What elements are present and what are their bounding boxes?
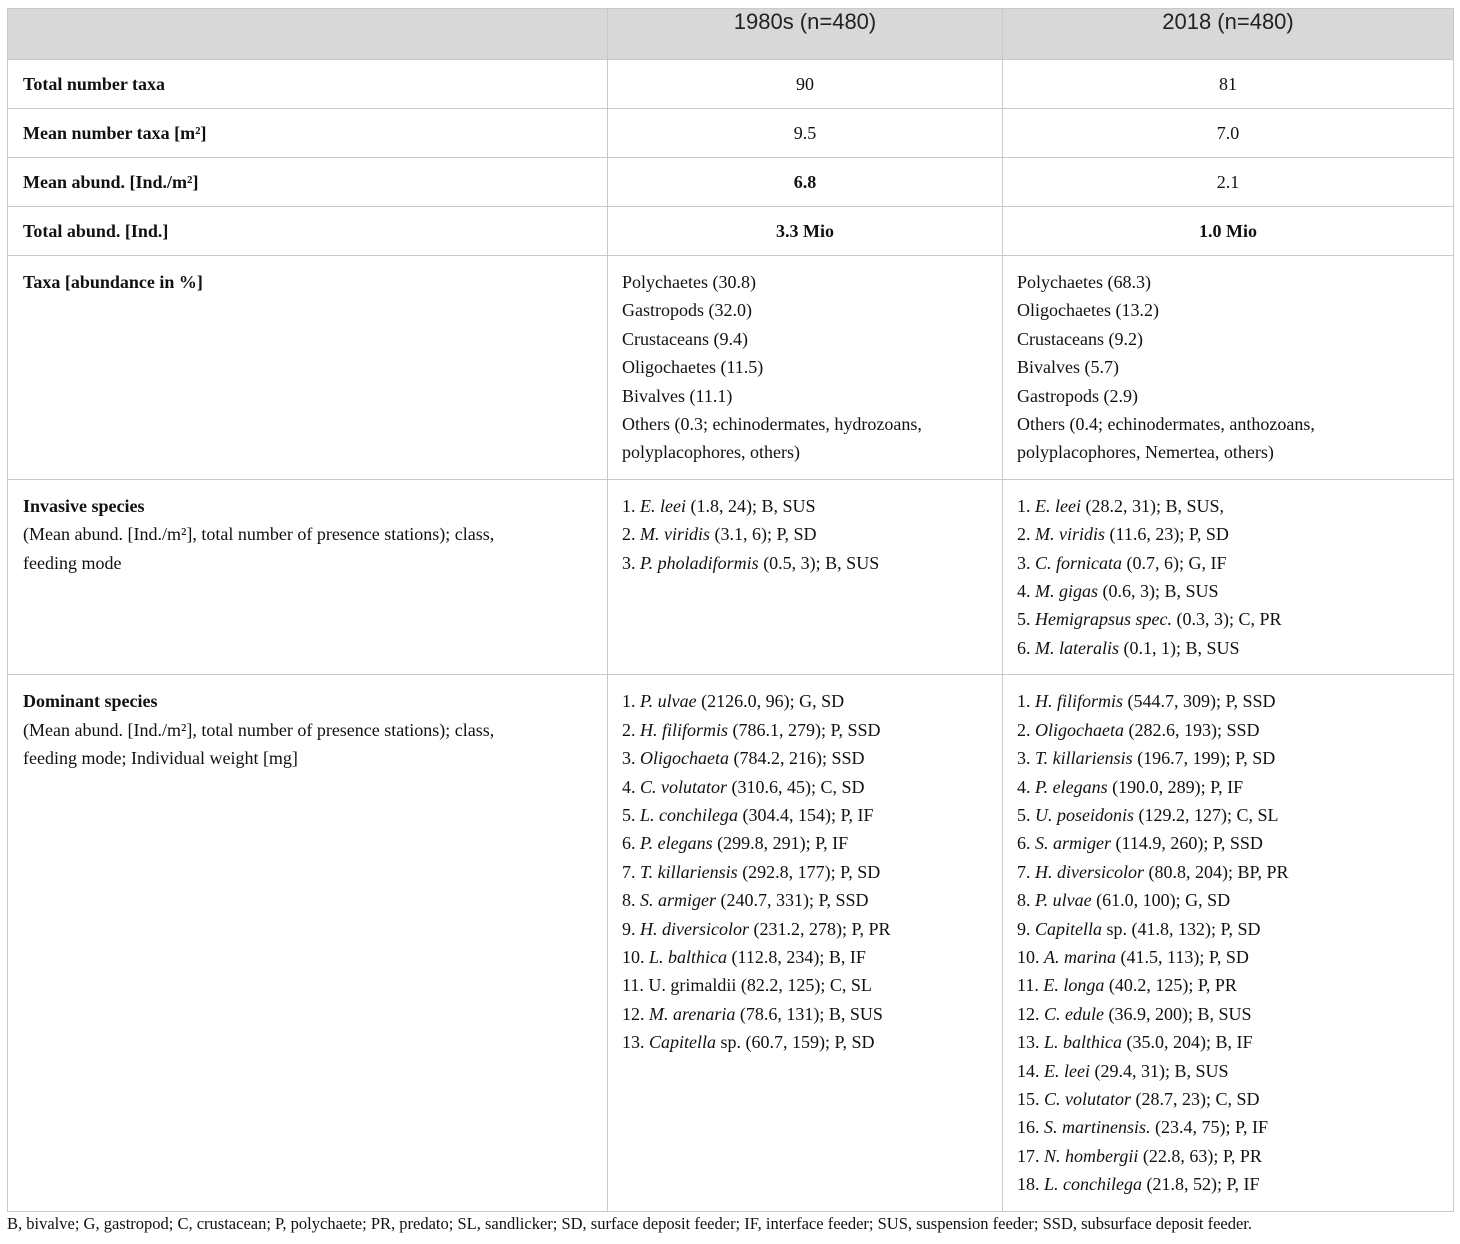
- species-item: [1017, 1057, 1439, 1085]
- species-number: 1.: [622, 691, 640, 712]
- species-details: (310.6, 45); C, SD: [727, 776, 865, 797]
- species-name: Hemigrapsus spec.: [1035, 609, 1172, 630]
- row-mean-taxa: [8, 109, 1454, 158]
- list-item: polyplacophores, others): [622, 442, 800, 463]
- list-item: Oligochaetes (11.5): [622, 357, 764, 378]
- species-number: 9.: [1017, 918, 1035, 939]
- species-name: L. balthica: [649, 946, 728, 967]
- species-details: (23.4, 75); P, IF: [1150, 1117, 1269, 1138]
- species-item: [1017, 492, 1439, 520]
- list-item: polyplacophores, Nemertea, others): [1017, 442, 1274, 463]
- species-item: [622, 915, 988, 943]
- species-item: [1017, 1085, 1439, 1113]
- species-details: (299.8, 291); P, IF: [712, 833, 849, 854]
- species-number: 9.: [622, 918, 640, 939]
- species-name: E. longa: [1043, 975, 1105, 996]
- list-item: Others (0.3; echinodermates, hydrozoans,: [622, 414, 922, 435]
- list-item: (Mean abund. [Ind./m²], total number of presence stations); class,: [23, 719, 495, 740]
- species-number: 12.: [1017, 1003, 1044, 1024]
- species-item: [1017, 634, 1439, 662]
- species-number: 4.: [1017, 776, 1035, 797]
- list-item: (Mean abund. [Ind./m²], total number of presence stations); class,: [23, 524, 495, 545]
- species-item: [622, 971, 988, 999]
- species-details: (22.8, 63); P, PR: [1138, 1145, 1262, 1166]
- species-details: (78.6, 131); B, SUS: [735, 1003, 883, 1024]
- species-details: (1.8, 24); B, SUS: [685, 495, 816, 516]
- species-details: (190.0, 289); P, IF: [1107, 776, 1244, 797]
- species-number: 2.: [1017, 524, 1035, 545]
- species-number: 12.: [622, 1003, 649, 1024]
- species-name: H. diversicolor: [1035, 861, 1144, 882]
- species-number: 2.: [1017, 719, 1035, 740]
- species-name: N. hombergii: [1044, 1145, 1139, 1166]
- value-1980s: 9.5: [608, 109, 1003, 158]
- species-item: [622, 1028, 988, 1056]
- species-item: [1017, 773, 1439, 801]
- value-1980s: 3.3 Mio: [608, 207, 1003, 256]
- species-name: L. conchilega: [640, 804, 738, 825]
- label-invasive: [8, 479, 608, 674]
- species-item: [622, 1000, 988, 1028]
- species-item: [622, 492, 988, 520]
- species-number: 5.: [622, 804, 640, 825]
- species-details: (292.8, 177); P, SD: [737, 861, 881, 882]
- species-item: [1017, 801, 1439, 829]
- species-item: [1017, 716, 1439, 744]
- species-item: [1017, 1028, 1439, 1056]
- species-item: [1017, 886, 1439, 914]
- species-name: C. volutator: [640, 776, 728, 797]
- species-item: [622, 744, 988, 772]
- species-name: P. ulvae: [640, 691, 697, 712]
- species-details: (29.4, 31); B, SUS: [1089, 1060, 1229, 1081]
- species-name: M. viridis: [1035, 524, 1105, 545]
- species-number: 6.: [622, 833, 640, 854]
- species-details: (282.6, 193); SSD: [1123, 719, 1260, 740]
- species-item: [622, 549, 988, 577]
- species-details: (11.6, 23); P, SD: [1105, 524, 1229, 545]
- species-details: (0.6, 3); B, SUS: [1098, 581, 1219, 602]
- species-item: [1017, 744, 1439, 772]
- species-number: 18.: [1017, 1174, 1044, 1195]
- species-details: (2126.0, 96); G, SD: [696, 691, 845, 712]
- taxa-1980s: [608, 256, 1003, 480]
- species-number: 4.: [622, 776, 640, 797]
- species-item: [622, 687, 988, 715]
- species-details: (41.5, 113); P, SD: [1116, 946, 1249, 967]
- species-number: 13.: [622, 1032, 649, 1053]
- species-number: 4.: [1017, 581, 1035, 602]
- species-item: [1017, 915, 1439, 943]
- row-invasive: [8, 479, 1454, 674]
- list-item: Polychaetes (30.8): [622, 272, 756, 292]
- species-number: 2.: [622, 719, 640, 740]
- species-name: E. leei: [1044, 1060, 1090, 1081]
- species-number: 5.: [1017, 609, 1035, 630]
- species-item: [1017, 687, 1439, 715]
- species-number: 1.: [622, 495, 640, 516]
- label-mean-taxa: Mean number taxa [m²]: [8, 109, 608, 158]
- species-item: [622, 886, 988, 914]
- species-details: (114.9, 260); P, SSD: [1111, 833, 1263, 854]
- species-name: A. marina: [1044, 946, 1116, 967]
- species-item: [1017, 605, 1439, 633]
- species-name: P. elegans: [1035, 776, 1108, 797]
- species-name: M. arenaria: [649, 1003, 736, 1024]
- species-name: H. diversicolor: [640, 918, 749, 939]
- species-details: (80.8, 204); BP, PR: [1143, 861, 1289, 882]
- list-item: Crustaceans (9.2): [1017, 328, 1143, 349]
- species-details: (0.3, 3); C, PR: [1172, 609, 1282, 630]
- species-number: 8.: [1017, 890, 1035, 911]
- row-taxa: [8, 256, 1454, 480]
- list-item: Gastropods (32.0): [622, 300, 752, 321]
- list-item: Gastropods (2.9): [1017, 385, 1138, 406]
- label-dominant: [8, 675, 608, 1211]
- species-item: [622, 716, 988, 744]
- species-number: 3.: [1017, 748, 1035, 769]
- species-item: [1017, 520, 1439, 548]
- species-number: 7.: [622, 861, 640, 882]
- species-details: (40.2, 125); P, PR: [1104, 975, 1237, 996]
- species-name: P. elegans: [640, 833, 713, 854]
- invasive-heading: Invasive species: [23, 495, 145, 516]
- species-number: 1.: [1017, 691, 1035, 712]
- species-number: 10.: [1017, 946, 1044, 967]
- list-item: Others (0.4; echinodermates, anthozoans,: [1017, 414, 1315, 435]
- species-name: E. leei: [1035, 495, 1081, 516]
- species-number: 3.: [622, 748, 640, 769]
- species-name: H. filiformis: [1035, 691, 1124, 712]
- value-2018: 1.0 Mio: [1003, 207, 1454, 256]
- invasive-2018: [1003, 479, 1454, 674]
- species-details: (36.9, 200); B, SUS: [1104, 1003, 1252, 1024]
- invasive-subheading: [23, 520, 592, 577]
- species-number: 14.: [1017, 1060, 1044, 1081]
- species-item: [622, 773, 988, 801]
- list-item: Polychaetes (68.3): [1017, 272, 1151, 292]
- species-number: 16.: [1017, 1117, 1044, 1138]
- species-details: (112.8, 234); B, IF: [727, 946, 866, 967]
- value-2018: 2.1: [1003, 158, 1454, 207]
- species-details: (231.2, 278); P, PR: [748, 918, 891, 939]
- row-dominant: [8, 675, 1454, 1211]
- species-number: 6.: [1017, 833, 1035, 854]
- taxa-heading: Taxa [abundance in %]: [23, 272, 203, 292]
- row-mean-abund: [8, 158, 1454, 207]
- species-details: (61.0, 100); G, SD: [1091, 890, 1231, 911]
- species-item: [1017, 1113, 1439, 1141]
- header-blank: [8, 9, 608, 60]
- species-name: Oligochaeta: [1035, 719, 1124, 740]
- header-1980s: 1980s (n=480): [608, 9, 1003, 60]
- species-details: sp. (41.8, 132); P, SD: [1102, 918, 1261, 939]
- dominant-2018: [1003, 675, 1454, 1211]
- species-item: [1017, 858, 1439, 886]
- species-details: (0.1, 1); B, SUS: [1119, 637, 1240, 658]
- species-name: Capitella: [649, 1032, 716, 1053]
- header-row: [8, 9, 1454, 60]
- species-name: S. armiger: [640, 890, 716, 911]
- taxa-2018: [1003, 256, 1454, 480]
- species-name: C. fornicata: [1035, 552, 1123, 573]
- species-item: [1017, 549, 1439, 577]
- species-name: S. martinensis.: [1044, 1117, 1151, 1138]
- species-name: T. killariensis: [1035, 748, 1133, 769]
- species-item: [1017, 1000, 1439, 1028]
- dominant-subheading: [23, 716, 592, 773]
- list-item: Crustaceans (9.4): [622, 328, 748, 349]
- species-name: L. balthica: [1044, 1032, 1123, 1053]
- species-name: M. viridis: [640, 524, 710, 545]
- label-total-taxa: Total number taxa: [8, 60, 608, 109]
- species-details: sp. (60.7, 159); P, SD: [716, 1032, 875, 1053]
- species-number: 7.: [1017, 861, 1035, 882]
- species-item: [1017, 1142, 1439, 1170]
- species-details: (544.7, 309); P, SSD: [1123, 691, 1276, 712]
- species-details: (28.2, 31); B, SUS,: [1080, 495, 1224, 516]
- species-number: 1.: [1017, 495, 1035, 516]
- species-number: 5.: [1017, 804, 1035, 825]
- dominant-heading: Dominant species: [23, 691, 158, 712]
- species-item: [622, 829, 988, 857]
- species-item: [1017, 829, 1439, 857]
- label-taxa: [8, 256, 608, 480]
- species-number: 13.: [1017, 1032, 1044, 1053]
- species-details: (129.2, 127); C, SL: [1134, 804, 1279, 825]
- row-total-taxa: [8, 60, 1454, 109]
- species-number: 8.: [622, 890, 640, 911]
- species-name: Oligochaeta: [640, 748, 729, 769]
- species-details: (28.7, 23); C, SD: [1131, 1088, 1260, 1109]
- species-item: [1017, 1170, 1439, 1198]
- species-name: U. poseidonis: [1035, 804, 1134, 825]
- species-details: (240.7, 331); P, SSD: [716, 890, 869, 911]
- species-details: (196.7, 199); P, SD: [1132, 748, 1276, 769]
- species-name: P. pholadiformis: [640, 552, 759, 573]
- value-2018: 81: [1003, 60, 1454, 109]
- species-number: 3.: [1017, 552, 1035, 573]
- species-number: 17.: [1017, 1145, 1044, 1166]
- invasive-1980s: [608, 479, 1003, 674]
- list-item: feeding mode; Individual weight [mg]: [23, 748, 298, 769]
- species-details: (21.8, 52); P, IF: [1141, 1174, 1260, 1195]
- species-name: M. gigas: [1035, 581, 1098, 602]
- species-name: H. filiformis: [640, 719, 729, 740]
- species-item: [1017, 943, 1439, 971]
- comparison-table: [7, 8, 1454, 1212]
- species-number: 11.: [1017, 975, 1044, 996]
- species-name: C. edule: [1044, 1003, 1104, 1024]
- species-details: (3.1, 6); P, SD: [710, 524, 817, 545]
- row-total-abund: [8, 207, 1454, 256]
- footnote: B, bivalve; G, gastropod; C, crustacean; P, polychaete; PR, predato; SL, sandlicker; SD, surface deposit feeder; IF, interface feeder; SUS, suspension feeder; SSD, subsurface deposit feeder.: [7, 1214, 1253, 1233]
- species-name: P. ulvae: [1035, 890, 1092, 911]
- species-details: (0.5, 3); B, SUS: [758, 552, 880, 573]
- value-1980s: 6.8: [608, 158, 1003, 207]
- list-item: feeding mode: [23, 552, 122, 573]
- species-number: 10.: [622, 946, 649, 967]
- species-details: (0.7, 6); G, IF: [1122, 552, 1227, 573]
- list-item: Oligochaetes (13.2): [1017, 300, 1159, 321]
- species-item: [622, 858, 988, 886]
- species-item: [1017, 577, 1439, 605]
- species-number: 3.: [622, 552, 640, 573]
- species-item: [1017, 971, 1439, 999]
- header-2018: 2018 (n=480): [1003, 9, 1454, 60]
- species-name: C. volutator: [1044, 1088, 1132, 1109]
- species-number: 2.: [622, 524, 640, 545]
- species-name: L. conchilega: [1044, 1174, 1142, 1195]
- species-name: Capitella: [1035, 918, 1102, 939]
- species-details: (784.2, 216); SSD: [728, 748, 865, 769]
- species-number: 11.: [622, 975, 649, 996]
- species-details: (786.1, 279); P, SSD: [728, 719, 881, 740]
- species-item: [622, 801, 988, 829]
- species-number: 15.: [1017, 1088, 1044, 1109]
- species-name: M. lateralis: [1035, 637, 1119, 658]
- species-details: U. grimaldii (82.2, 125); C, SL: [648, 975, 872, 996]
- species-details: (35.0, 204); B, IF: [1122, 1032, 1253, 1053]
- value-1980s: 90: [608, 60, 1003, 109]
- list-item: Bivalves (5.7): [1017, 357, 1119, 378]
- species-name: T. killariensis: [640, 861, 738, 882]
- list-item: Bivalves (11.1): [622, 385, 733, 406]
- species-item: [622, 943, 988, 971]
- species-details: (304.4, 154); P, IF: [737, 804, 874, 825]
- species-item: [622, 520, 988, 548]
- label-total-abund: Total abund. [Ind.]: [8, 207, 608, 256]
- species-number: 6.: [1017, 637, 1035, 658]
- value-2018: 7.0: [1003, 109, 1454, 158]
- dominant-1980s: [608, 675, 1003, 1211]
- species-name: S. armiger: [1035, 833, 1111, 854]
- species-name: E. leei: [640, 495, 686, 516]
- label-mean-abund: Mean abund. [Ind./m²]: [8, 158, 608, 207]
